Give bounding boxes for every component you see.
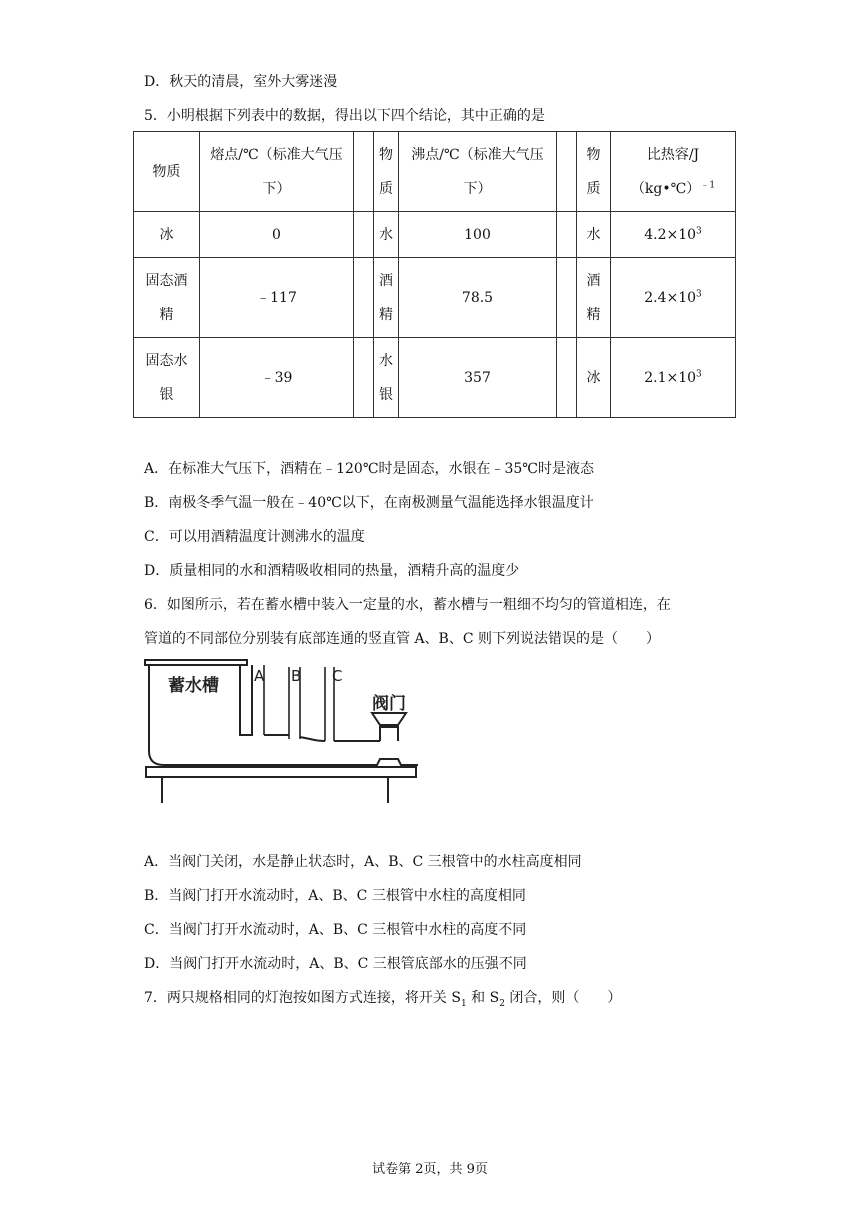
q6-option-a: A．当阀门关闭，水是静止状态时，A、B、C 三根管中的水柱高度相同 bbox=[144, 854, 582, 870]
cell-melting-point: 0 bbox=[200, 212, 354, 258]
cell-substance-3: 水 bbox=[577, 212, 611, 258]
cell-substance-1: 固态水 银 bbox=[134, 338, 200, 418]
table-row bbox=[134, 212, 736, 258]
table-gap-cell bbox=[557, 338, 577, 418]
q5-stem: 5．小明根据下列表中的数据，得出以下四个结论，其中正确的是 bbox=[144, 108, 545, 124]
q6-option-b: B．当阀门打开水流动时，A、B、C 三根管中水柱的高度相同 bbox=[144, 888, 526, 904]
header-substance-2: 物 质 bbox=[374, 132, 399, 212]
cell-substance-3: 酒 精 bbox=[577, 258, 611, 338]
header-melting-point: 熔点/℃（标准大气压 下） bbox=[200, 132, 354, 212]
cell-substance-2: 酒 精 bbox=[374, 258, 399, 338]
page-footer: 试卷第 2页，共 9页 bbox=[372, 1162, 488, 1177]
cell-specific-heat: $2.4\times 10^3$ bbox=[611, 258, 736, 338]
valve-label: 阀门 bbox=[372, 694, 406, 714]
tank-lid bbox=[145, 660, 247, 665]
q5-data-table bbox=[133, 131, 736, 418]
valve-handle bbox=[372, 713, 406, 725]
table-row bbox=[134, 338, 736, 418]
cell-substance-1: 冰 bbox=[134, 212, 200, 258]
table-gap-cell bbox=[354, 338, 374, 418]
valve-base bbox=[376, 759, 402, 767]
table-gap-cell bbox=[354, 212, 374, 258]
header-substance-3: 物 质 bbox=[577, 132, 611, 212]
q6-stem-line2: 管道的不同部位分别装有底部连通的竖直管 A、B、C 则下列说法错误的是（ ） bbox=[144, 631, 661, 647]
tube-b-label: B bbox=[291, 667, 302, 685]
table-row bbox=[134, 258, 736, 338]
table-gap-cell bbox=[354, 258, 374, 338]
table-header-row bbox=[134, 132, 736, 212]
table-gap-cell bbox=[557, 258, 577, 338]
table-gap-cell bbox=[557, 132, 577, 212]
cell-melting-point: ﹣117 bbox=[200, 258, 354, 338]
prev-option-d: D．秋天的清晨，室外大雾迷漫 bbox=[144, 74, 338, 90]
q5-option-d: D．质量相同的水和酒精吸收相同的热量，酒精升高的温度少 bbox=[144, 563, 520, 579]
cell-boiling-point: 357 bbox=[399, 338, 557, 418]
pipe-top-edge bbox=[264, 735, 380, 741]
q5-option-a: A．在标准大气压下，酒精在﹣120℃时是固态，水银在﹣35℃时是液态 bbox=[144, 461, 594, 477]
table-gap-cell bbox=[354, 132, 374, 212]
valve-stem bbox=[380, 727, 398, 741]
header-substance-1: 物质 bbox=[134, 132, 200, 212]
q6-option-d: D．当阀门打开水流动时，A、B、C 三根管底部水的压强不同 bbox=[144, 956, 527, 972]
tank-label: 蓄水槽 bbox=[168, 676, 219, 696]
cell-specific-heat: $4.2\times 10^3$ bbox=[611, 212, 736, 258]
q5-option-c: C．可以用酒精温度计测沸水的温度 bbox=[144, 529, 365, 545]
cell-melting-point: ﹣39 bbox=[200, 338, 354, 418]
tube-a-label: A bbox=[254, 667, 265, 685]
cell-boiling-point: 100 bbox=[399, 212, 557, 258]
cell-specific-heat: $2.1\times 10^3$ bbox=[611, 338, 736, 418]
header-specific-heat: 比热容/J （kg•℃）$^{﹣1}$ bbox=[611, 132, 736, 212]
q6-option-c: C．当阀门打开水流动时，A、B、C 三根管中水柱的高度不同 bbox=[144, 922, 527, 938]
cell-substance-3: 冰 bbox=[577, 338, 611, 418]
cell-boiling-point: 78.5 bbox=[399, 258, 557, 338]
q6-stem-line1: 6．如图所示，若在蓄水槽中装入一定量的水，蓄水槽与一粗细不均匀的管道相连，在 bbox=[144, 597, 671, 613]
q5-option-b: B．南极冬季气温一般在﹣40℃以下，在南极测量气温能选择水银温度计 bbox=[144, 495, 594, 511]
table-gap-cell bbox=[557, 212, 577, 258]
cell-substance-1: 固态酒 精 bbox=[134, 258, 200, 338]
cell-substance-2: 水 银 bbox=[374, 338, 399, 418]
connected-vessels-figure bbox=[140, 655, 430, 805]
tube-c-label: C bbox=[332, 667, 343, 685]
support-table-top bbox=[146, 767, 416, 777]
tank-inner-wall bbox=[240, 665, 252, 735]
cell-substance-2: 水 bbox=[374, 212, 399, 258]
q7-stem: 7．两只规格相同的灯泡按如图方式连接，将开关 $S_1$ 和 $S_2$ 闭合，则（ ） bbox=[144, 990, 622, 1009]
header-boiling-point: 沸点/℃（标准大气压 下） bbox=[399, 132, 557, 212]
